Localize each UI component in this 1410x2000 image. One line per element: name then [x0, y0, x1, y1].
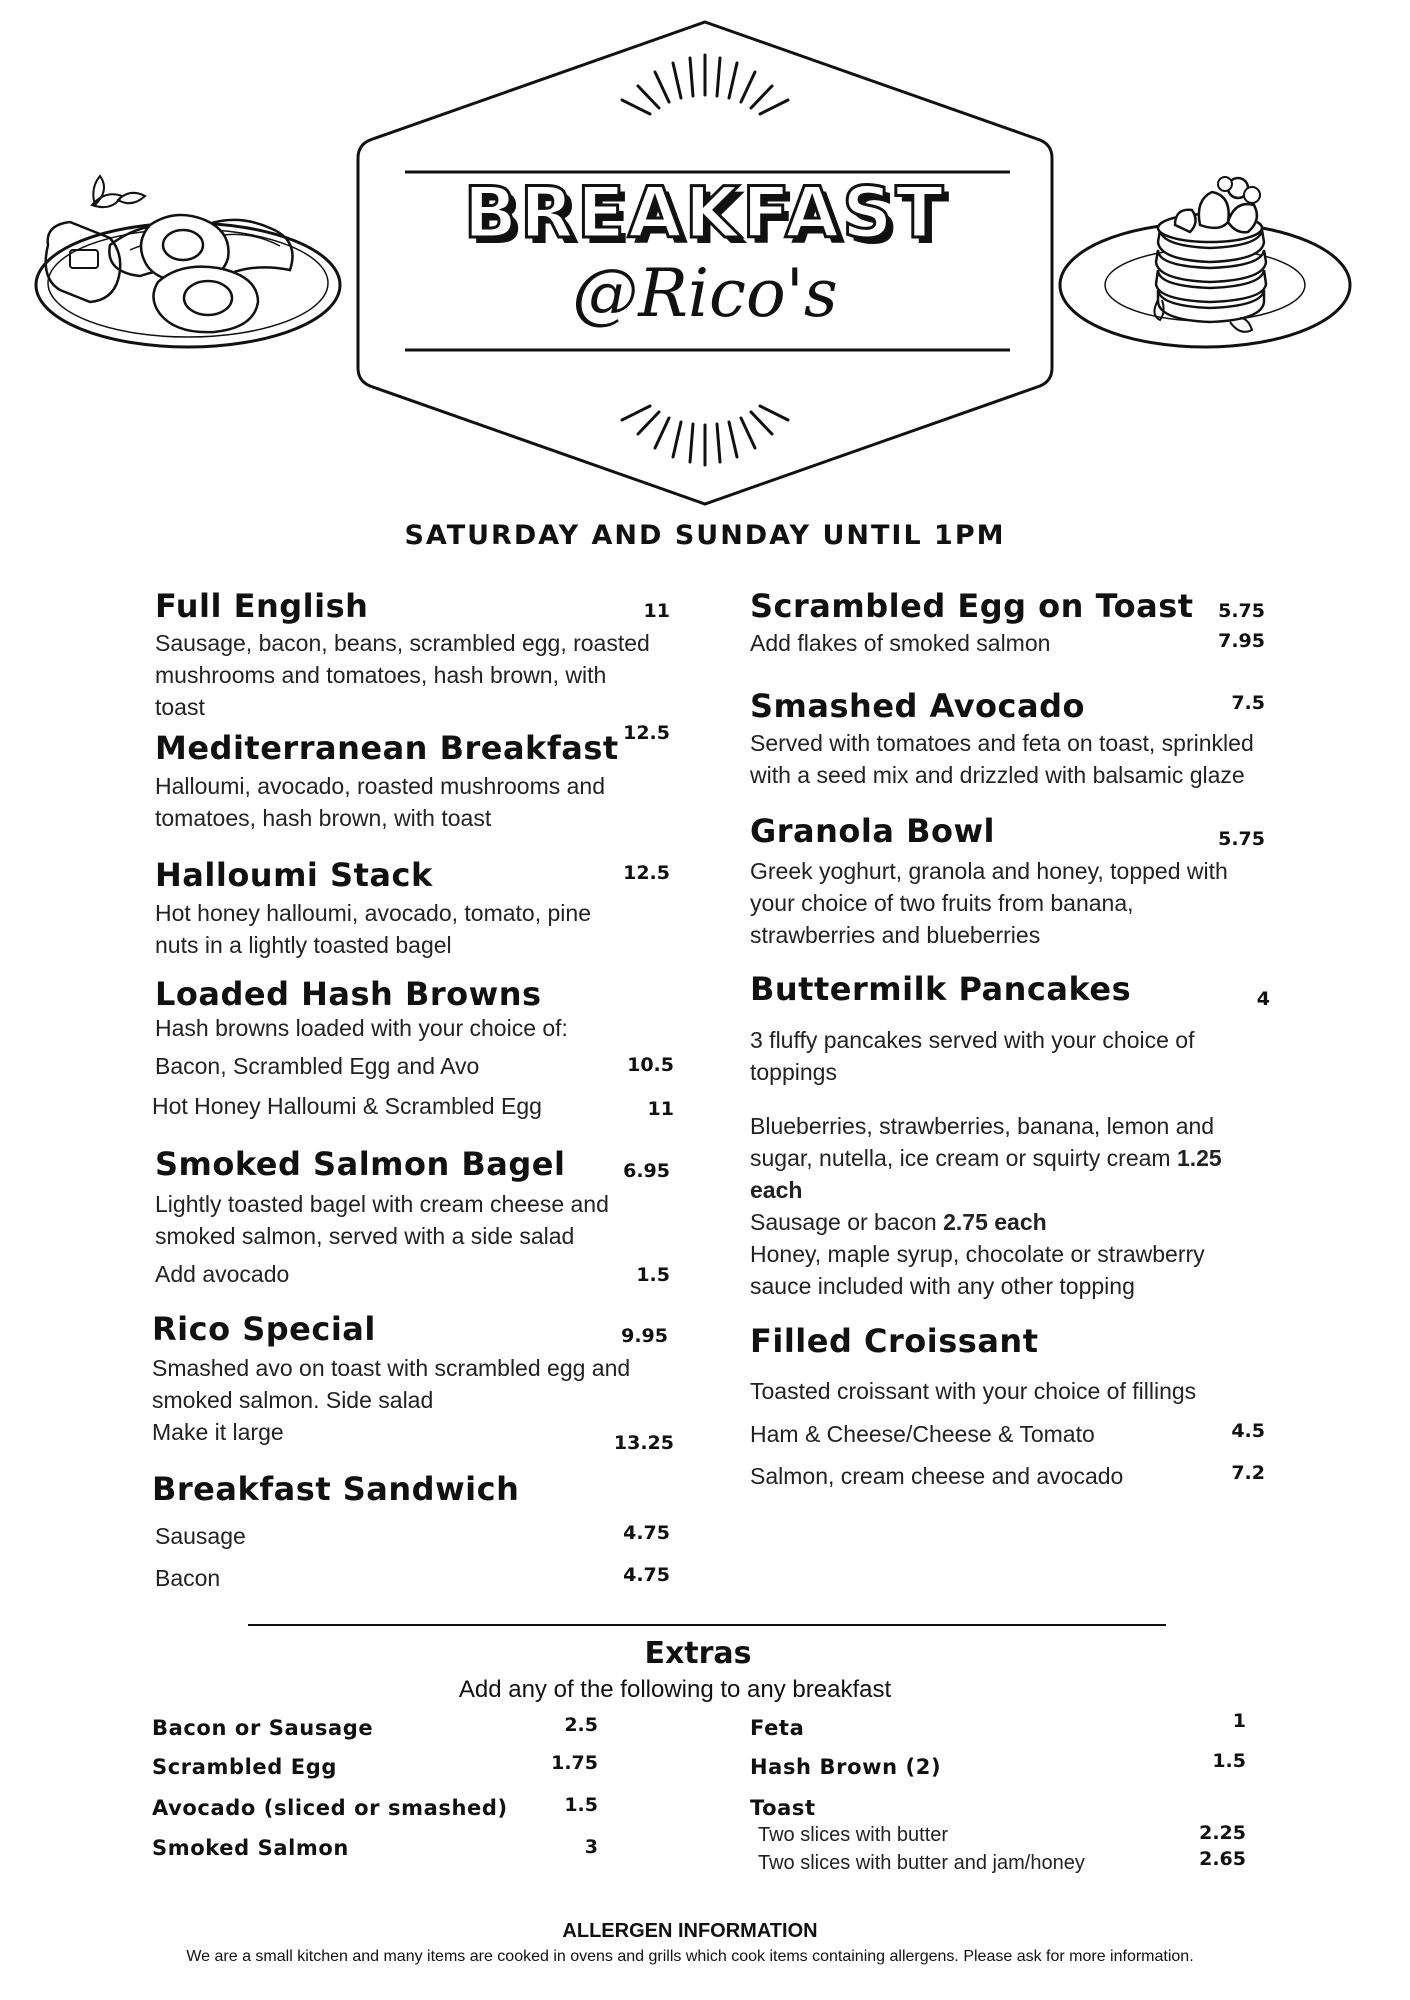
toast-option-label: Two slices with butter: [758, 1824, 949, 1846]
menu-title: BREAKFAST: [463, 172, 947, 254]
extras-title: Extras: [644, 1636, 752, 1671]
item-buttermilk-pancakes-price: 4: [1256, 988, 1270, 1010]
extra-price: 3: [584, 1836, 598, 1858]
item-rico-special-name: Rico Special: [152, 1310, 376, 1348]
extra-name: Scrambled Egg: [152, 1755, 338, 1779]
extra-name: Hash Brown (2): [750, 1755, 942, 1779]
item-rico-special-price: 9.95: [621, 1325, 668, 1347]
item-smoked-salmon-bagel-desc: Lightly toasted bagel with cream cheese and smoked salmon, served with a side salad: [155, 1191, 609, 1249]
item-smashed-avocado-name: Smashed Avocado: [750, 687, 1085, 725]
item-halloumi-stack-desc: Hot honey halloumi, avocado, tomato, pine nuts in a lightly toasted bagel: [155, 900, 591, 958]
extra-price: 1.5: [564, 1794, 598, 1816]
allergen-title: ALLERGEN INFORMATION: [562, 1920, 818, 1942]
extras-subtitle: Add any of the following to any breakfast: [458, 1676, 892, 1703]
option-label: Hot Honey Halloumi & Scrambled Egg: [152, 1093, 542, 1119]
menu-subtitle: @Rico's: [572, 255, 838, 332]
allergen-text: We are a small kitchen and many items are cooked in ovens and grills which cook items containing allergens. Please ask for more information.: [186, 1948, 1194, 1965]
item-smashed-avocado-price: 7.5: [1231, 692, 1265, 714]
toast-option-price: 2.65: [1199, 1848, 1246, 1870]
option-label: Bacon: [155, 1565, 221, 1591]
option-price: 4.75: [623, 1564, 670, 1586]
extras-divider: [248, 1624, 1166, 1626]
item-filled-croissant-name: Filled Croissant: [750, 1322, 1039, 1360]
item-mediterranean-price: 12.5: [623, 722, 670, 744]
opening-hours: SATURDAY AND SUNDAY UNTIL 1PM: [404, 520, 1006, 551]
item-smoked-salmon-bagel-price: 6.95: [623, 1160, 670, 1182]
item-mediterranean-name: Mediterranean Breakfast: [155, 729, 619, 767]
option-label: Make it large: [152, 1419, 284, 1445]
option-label: Salmon, cream cheese and avocado: [750, 1463, 1124, 1489]
item-rico-special-desc: Smashed avo on toast with scrambled egg and smoked salmon. Side salad: [152, 1355, 631, 1413]
item-full-english-desc: Sausage, bacon, beans, scrambled egg, roasted mushrooms and tomatoes, hash brown, with toast: [155, 630, 650, 720]
option-label: Add flakes of smoked salmon: [750, 630, 1051, 656]
option-price: 13.25: [613, 1432, 674, 1454]
option-label: Add avocado: [155, 1261, 290, 1287]
option-price: 11: [647, 1098, 674, 1120]
extra-name: Feta: [750, 1716, 805, 1740]
item-granola-bowl-name: Granola Bowl: [750, 812, 996, 850]
toast-option-price: 2.25: [1199, 1822, 1246, 1844]
sun-rays-top-icon: [622, 55, 788, 114]
option-price: 4.75: [623, 1522, 670, 1544]
item-halloumi-stack-name: Halloumi Stack: [155, 856, 433, 894]
option-price: 1.5: [636, 1264, 670, 1286]
option-price: 7.2: [1231, 1462, 1265, 1484]
toast-option-label: Two slices with butter and jam/honey: [758, 1852, 1085, 1874]
option-price: 10.5: [627, 1054, 674, 1076]
item-mediterranean-desc: Halloumi, avocado, roasted mushrooms and tomatoes, hash brown, with toast: [155, 773, 606, 831]
option-price: 7.95: [1218, 630, 1265, 652]
item-full-english-name: Full English: [155, 587, 369, 625]
extra-name: Avocado (sliced or smashed): [152, 1796, 508, 1820]
extra-name: Bacon or Sausage: [152, 1716, 374, 1740]
item-scrambled-egg-name: Scrambled Egg on Toast: [750, 587, 1194, 625]
item-breakfast-sandwich-name: Breakfast Sandwich: [152, 1470, 520, 1508]
pancake-toppings: Blueberries, strawberries, banana, lemon and sugar, nutella, ice cream or squirty cream 1.25 each Sausage or bacon 2.75 each Honey, maple syrup, chocolate or strawberry sauce included with any other topping: [750, 1113, 1222, 1299]
item-smoked-salmon-bagel-name: Smoked Salmon Bagel: [155, 1145, 566, 1183]
extra-price: 1.5: [1212, 1750, 1246, 1772]
item-buttermilk-pancakes-name: Buttermilk Pancakes: [750, 970, 1132, 1008]
extra-price: 2.5: [564, 1714, 598, 1736]
item-granola-bowl-price: 5.75: [1218, 828, 1265, 850]
item-halloumi-stack-price: 12.5: [623, 862, 670, 884]
option-price: 4.5: [1231, 1420, 1265, 1442]
extra-name: Toast: [750, 1796, 816, 1820]
option-label: Sausage: [155, 1523, 246, 1549]
item-filled-croissant-desc: Toasted croissant with your choice of fillings: [750, 1378, 1197, 1404]
item-full-english-price: 11: [643, 600, 670, 622]
item-buttermilk-pancakes-desc: 3 fluffy pancakes served with your choice of toppings: [750, 1027, 1195, 1085]
item-scrambled-egg-price: 5.75: [1218, 600, 1265, 622]
extra-price: 1.75: [551, 1752, 598, 1774]
option-label: Ham & Cheese/Cheese & Tomato: [750, 1421, 1095, 1447]
extra-name: Smoked Salmon: [152, 1836, 349, 1860]
item-loaded-hash-browns-name: Loaded Hash Browns: [155, 975, 542, 1013]
item-loaded-hash-browns-desc: Hash browns loaded with your choice of:: [155, 1015, 568, 1041]
option-label: Bacon, Scrambled Egg and Avo: [155, 1053, 480, 1079]
item-granola-bowl-desc: Greek yoghurt, granola and honey, topped with your choice of two fruits from banana, strawberries and blueberries: [750, 858, 1228, 948]
sun-rays-bottom-icon: [622, 406, 788, 465]
extra-price: 1: [1232, 1710, 1246, 1732]
item-smashed-avocado-desc: Served with tomatoes and feta on toast, sprinkled with a seed mix and drizzled with balsamic glaze: [750, 730, 1254, 788]
